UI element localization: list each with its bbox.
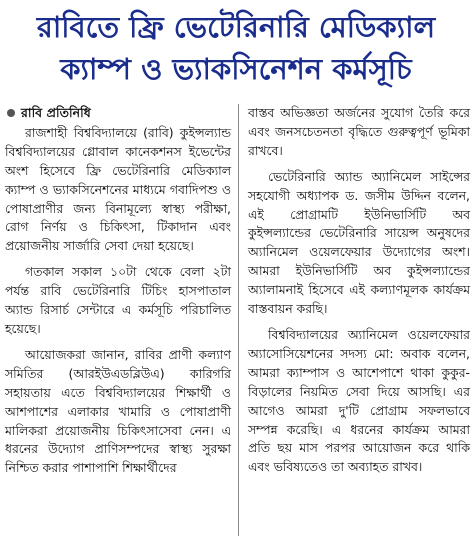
paragraph: বিশ্ববিদ্যালয়ের অ্যানিমেল ওয়েলফেয়ার অ্যাসোসিয়েশনের সদস্য মো: অবাক বলেন, আমরা ক্যাম্পাস ও আশেপাশে থাকা কুকুর-বিড়ালের নিয়মিত সেবা দিয়ে আসছি। এর আগেও আমরা দু'টি প্রোগ্রাম সফলভাবে সম্পন্ন করেছি। এ ধরনের কার্যক্রম আমরা প্রতি ছয় মাস পরপর আয়োজন করে থাকি এবং ভবিষ্যতেও তা অব্যাহত রাখব।: [248, 326, 470, 475]
headline-line-1: রাবিতে ফ্রি ভেটেরিনারি মেডিক্যাল: [36, 10, 436, 44]
bullet-icon: [7, 109, 15, 117]
left-column: [5, 104, 231, 485]
paragraph: আয়োজকরা জানান, রাবির প্রাণী কল্যাণ সমিতির (আরইউএডব্লিউএ) কারিগরি সহায়তায় এতে বিশ্ববিদ্যালয়ের শিক্ষার্থী ও আশপাশের এলাকার খামারি ও পোষাপ্রাণী মালিকরা প্রয়োজনীয় চিকিৎসাসেবা নেন। এ ধরনের উদ্যোগ প্রাণিসম্পদের স্বাস্থ্য সুরক্ষা নিশ্চিত করার পাশাপাশি শিক্ষার্থীদের: [5, 346, 231, 476]
byline-text: রাবি প্রতিনিধি: [21, 105, 91, 120]
right-column: [248, 104, 470, 484]
byline: [5, 104, 231, 123]
headline-line-2: ক্যাম্প ও ভ্যাকসিনেশন কর্মসূচি: [60, 52, 412, 86]
column-divider: [238, 104, 239, 536]
headline: [0, 6, 472, 90]
paragraph: ভেটেরিনারি অ্যান্ড অ্যানিমেল সাইন্সের সহযোগী অধ্যাপক ড. জসীম উদ্দিন বলেন, এই প্রোগ্রামটি ইউনিভার্সিটি অব কুইন্সল্যান্ডের ভেটেরিনারি সায়েন্স অনুষদের অ্যানিমেল ওয়েলফেয়ার উদ্যোগের অংশ। আমরা ইউনিভার্সিটি অব কুইন্সল্যান্ডের অ্যালামনাই হিসেবে এই কল্যাণমূলক কার্যক্রম বাস্তবায়ন করছি।: [248, 168, 470, 317]
paragraph: বাস্তব অভিজ্ঞতা অর্জনের সুযোগ তৈরি করে এবং জনসচেতনতা বৃদ্ধিতে গুরুত্বপূর্ণ ভূমিকা রাখবে।: [248, 105, 470, 158]
paragraph: গতকাল সকাল ১০টা থেকে বেলা ২টা পর্যন্ত রাবি ভেটেরিনারি টিচিং হাসপাতাল অ্যান্ড রিসার্চ সেন্টারে এ কর্মসূচি পরিচালিত হয়েছে।: [5, 264, 231, 336]
paragraph: রাজশাহী বিশ্ববিদ্যালয়ে (রাবি) কুইন্সল্যান্ড বিশ্ববিদ্যালয়ের গ্লোবাল কানেকশনস ইভেন্টের অংশ হিসেবে ফ্রি ভেটেরিনারি মেডিক্যাল ক্যাম্প ও ভ্যাকসিনেশনের মাধ্যমে গবাদিপশু ও পোষাপ্রাণীর জন্য বিনামূল্যে স্বাস্থ্য পরীক্ষা, রোগ নির্ণয় ও চিকিৎসা, টিকাদান এবং প্রয়োজনীয় সার্জারি সেবা দেয়া হয়েছে।: [5, 124, 231, 254]
